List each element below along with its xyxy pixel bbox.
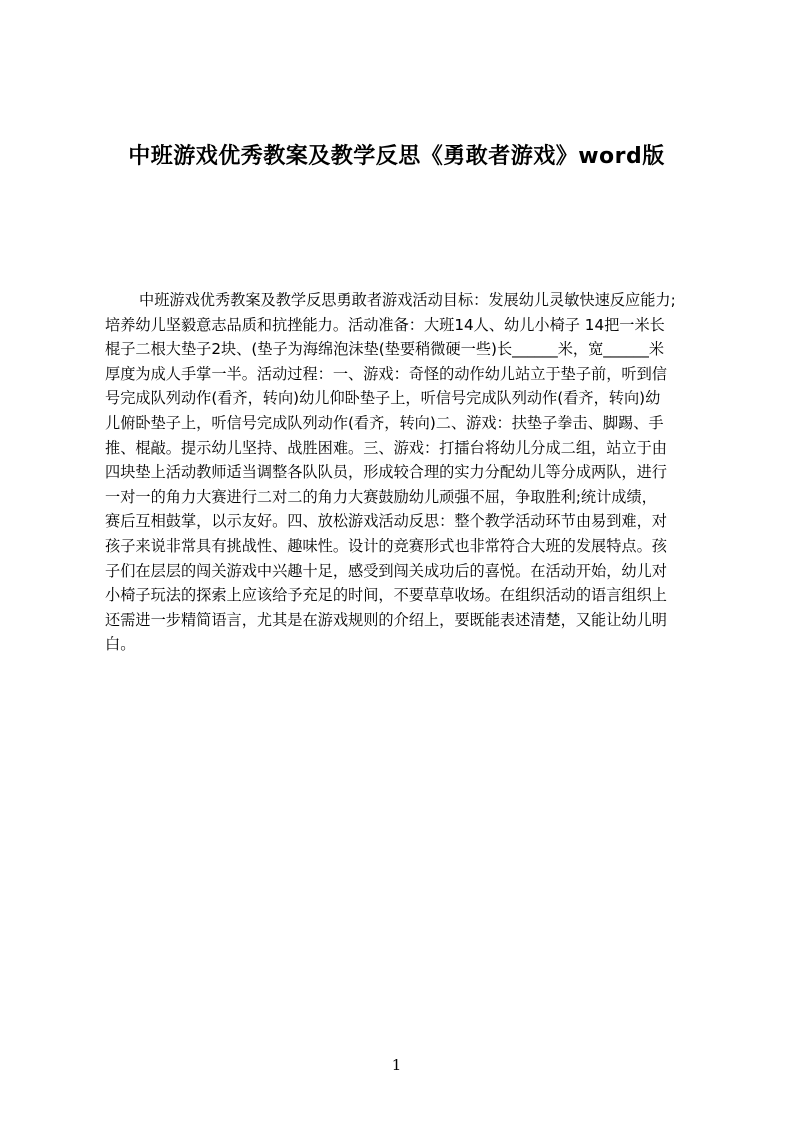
body-line: 培养幼儿坚毅意志品质和抗挫能力。活动准备：大班14人、幼儿小椅子 14把一米长 (105, 315, 665, 334)
body-line: 小椅子玩法的探索上应该给予充足的时间，不要草草收场。在组织活动的语言组织上 (105, 586, 667, 605)
body-line: 儿俯卧垫子上，听信号完成队列动作(看齐，转向)二、游戏：扶垫子拳击、脚踢、手 (105, 413, 664, 432)
body-line: 中班游戏优秀教案及教学反思勇敢者游戏活动目标：发展幼儿灵敏快速反应能力; (139, 291, 676, 309)
body-line: 孩子来说非常具有挑战性、趣味性。设计的竞赛形式也非常符合大班的发展特点。孩 (105, 536, 667, 555)
body-line: 棍子二根大垫子2块、(垫子为海绵泡沫垫(垫要稍微硬一些)长______米，宽______米 (105, 340, 665, 359)
body-line: 一对一的角力大赛进行二对二的角力大赛鼓励幼儿顽强不屈，争取胜利;统计成绩， (105, 487, 657, 506)
body-line: 赛后互相鼓掌，以示友好。四、放松游戏活动反思：整个教学活动环节由易到难，对 (105, 512, 667, 531)
body-line: 号完成队列动作(看齐，转向)幼儿仰卧垫子上，听信号完成队列动作(看齐，转向)幼 (105, 389, 661, 408)
body-paragraph (105, 288, 701, 708)
body-line: 还需进一步精简语言，尤其是在游戏规则的介绍上，要既能表述清楚，又能让幼儿明 (105, 610, 667, 629)
page-number: 1 (391, 1056, 402, 1074)
body-line: 厚度为成人手掌一半。活动过程：一、游戏：奇怪的动作幼儿站立于垫子前，听到信 (105, 364, 667, 383)
document-title: 中班游戏优秀教案及教学反思《勇敢者游戏》word版 (128, 144, 665, 169)
body-line: 子们在层层的闯关游戏中兴趣十足，感受到闯关成功后的喜悦。在活动开始，幼儿对 (105, 561, 667, 580)
body-line: 推、棍敲。提示幼儿坚持、战胜困难。三、游戏：打擂台将幼儿分成二组，站立于由 (105, 438, 667, 457)
body-line: 白。 (105, 635, 136, 654)
body-line: 四块垫上活动教师适当调整各队队员，形成较合理的实力分配幼儿等分成两队，进行 (105, 463, 667, 482)
